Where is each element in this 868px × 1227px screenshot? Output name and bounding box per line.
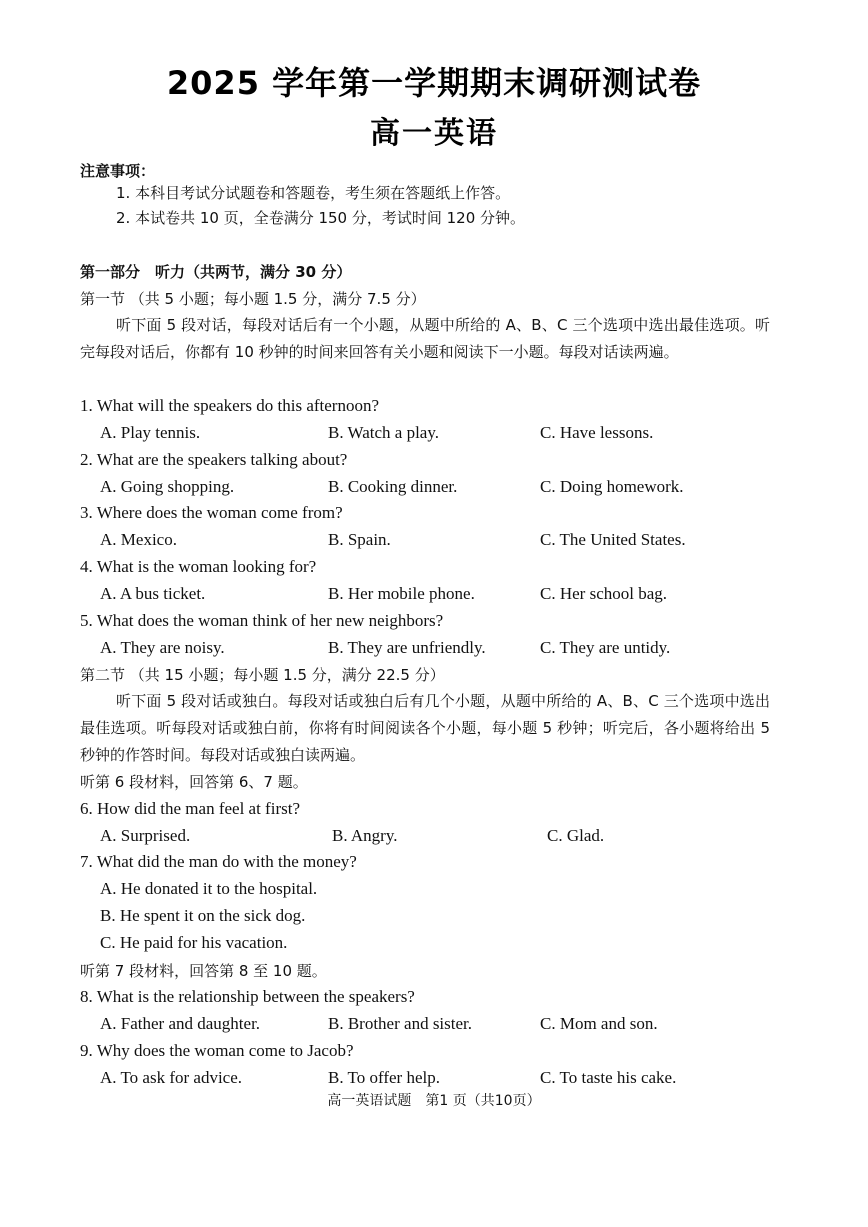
q9-option-a: A. To ask for advice.: [100, 1068, 243, 1087]
notice-heading: 注意事项：: [80, 162, 156, 180]
q5-option-c: C. They are untidy.: [540, 638, 671, 657]
q5-option-a: A. They are noisy.: [100, 638, 225, 657]
material-7-instruction: 听第 7 段材料，回答第 8 至 10 题。: [80, 962, 327, 980]
section1-heading: 第一节 （共 5 小题；每小题 1.5 分，满分 7.5 分）: [80, 290, 426, 308]
q7-option-c: C. He paid for his vacation.: [100, 933, 288, 952]
part1-heading: 第一部分 听力（共两节，满分 30 分）: [80, 263, 352, 281]
material-6-instruction: 听第 6 段材料，回答第 6、7 题。: [80, 773, 308, 791]
question-9: 9. Why does the woman come to Jacob?: [80, 1041, 354, 1060]
section2-heading: 第二节 （共 15 小题；每小题 1.5 分，满分 22.5 分）: [80, 666, 445, 684]
q4-option-c: C. Her school bag.: [540, 584, 668, 603]
q8-option-b: B. Brother and sister.: [328, 1014, 473, 1033]
notice-item-1: 1. 本科目考试分试题卷和答题卷，考生须在答题纸上作答。: [116, 184, 511, 202]
q9-option-b: B. To offer help.: [328, 1068, 440, 1087]
question-2: 2. What are the speakers talking about?: [80, 450, 348, 469]
q1-option-a: A. Play tennis.: [100, 423, 201, 442]
q6-option-b: B. Angry.: [332, 826, 398, 845]
q3-option-a: A. Mexico.: [100, 530, 177, 549]
q2-option-a: A. Going shopping.: [100, 477, 235, 496]
question-1: 1. What will the speakers do this afternoon?: [80, 396, 379, 415]
q9-option-c: C. To taste his cake.: [540, 1068, 677, 1087]
q4-option-a: A. A bus ticket.: [100, 584, 206, 603]
question-3: 3. Where does the woman come from?: [80, 503, 343, 522]
q2-option-c: C. Doing homework.: [540, 477, 684, 496]
q1-option-c: C. Have lessons.: [540, 423, 654, 442]
question-7: 7. What did the man do with the money?: [80, 852, 357, 871]
exam-title: 2025 学年第一学期期末调研测试卷: [166, 64, 702, 102]
q1-option-b: B. Watch a play.: [328, 423, 439, 442]
q5-option-b: B. They are unfriendly.: [328, 638, 486, 657]
q3-option-c: C. The United States.: [540, 530, 686, 549]
q3-option-b: B. Spain.: [328, 530, 391, 549]
section2-instructions: 听下面 5 段对话或独白。每段对话或独白后有几个小题，从题中所给的 A、B、C 三个选项中选出最佳选项。听每段对话或独白前，你将有时间阅读各个小题，每小题 5 秒钟；听完后，各小题将给出 5 秒钟的作答时间。每段对话或独白读两遍。: [80, 692, 770, 764]
question-6: 6. How did the man feel at first?: [80, 799, 300, 818]
q2-option-b: B. Cooking dinner.: [328, 477, 458, 496]
section1-instructions: 听下面 5 段对话，每段对话后有一个小题，从题中所给的 A、B、C 三个选项中选出最佳选项。听完每段对话后，你都有 10 秒钟的时间来回答有关小题和阅读下一小题。每段对话读两遍。: [80, 316, 770, 361]
question-5: 5. What does the woman think of her new neighbors?: [80, 611, 444, 630]
question-4: 4. What is the woman looking for?: [80, 557, 317, 576]
question-8: 8. What is the relationship between the speakers?: [80, 987, 415, 1006]
notice-item-2: 2. 本试卷共 10 页，全卷满分 150 分，考试时间 120 分钟。: [116, 209, 526, 227]
q6-option-a: A. Surprised.: [100, 826, 191, 845]
q7-option-b: B. He spent it on the sick dog.: [100, 906, 306, 925]
q8-option-a: A. Father and daughter.: [100, 1014, 261, 1033]
page-footer: 高一英语试题 第1 页（共10页）: [327, 1093, 541, 1109]
q4-option-b: B. Her mobile phone.: [328, 584, 475, 603]
subject-title: 高一英语: [370, 116, 498, 151]
q7-option-a: A. He donated it to the hospital.: [100, 879, 318, 898]
q8-option-c: C. Mom and son.: [540, 1014, 658, 1033]
q6-option-c: C. Glad.: [547, 826, 605, 845]
